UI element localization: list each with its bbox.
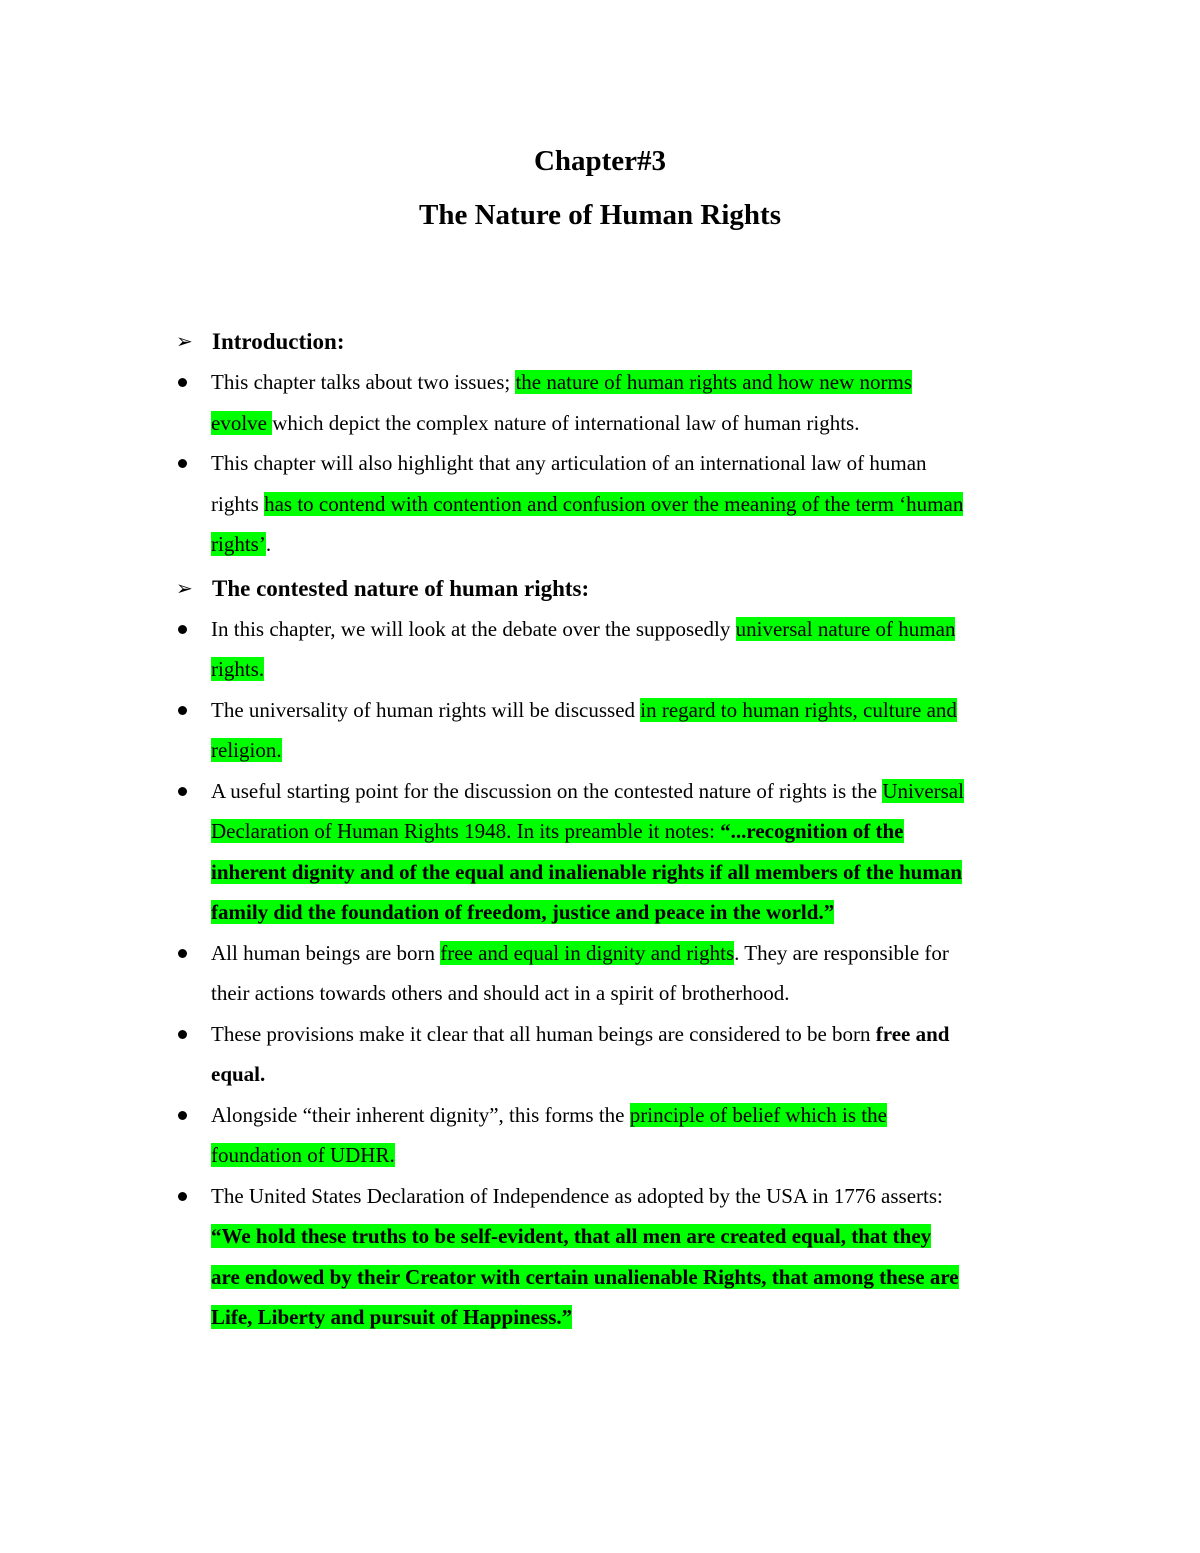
section-heading-text: Introduction: — [212, 329, 345, 354]
list-item-line — [0, 852, 1200, 893]
list-item-line: In this chapter, we will look at the debate over the supposedly universal nature of human — [211, 616, 956, 641]
bullet-dot-icon — [178, 378, 187, 387]
list-item-line: This chapter will also highlight that any articulation of an international law of human — [211, 451, 927, 475]
list-item — [0, 362, 1200, 443]
highlighted-text: in regard to human rights, culture and — [640, 697, 957, 722]
section-heading-introduction — [0, 322, 1200, 362]
list-item-line: All human beings are born free and equal in dignity and rights. They are responsible for — [211, 940, 949, 965]
list-item-line: This chapter talks about two issues; the nature of human rights and how new norms — [211, 370, 913, 394]
bullet-dot-icon — [178, 459, 187, 468]
bullet-dot-icon — [178, 1192, 187, 1201]
highlighted-text: free and equal in dignity and rights — [440, 940, 735, 965]
list-item-line: These provisions make it clear that all human beings are considered to be born free and — [211, 1021, 950, 1046]
bold-text: equal. — [211, 1062, 266, 1086]
highlighted-text: universal nature of human — [735, 616, 956, 641]
highlighted-bold-text: “We hold these truths to be self-evident, that all men are created equal, that they — [211, 1224, 932, 1248]
list-item-line — [0, 1216, 1200, 1257]
list-item-line: Alongside “their inherent dignity”, this forms the principle of belief which is the — [211, 1102, 887, 1127]
list-item-line: evolve which depict the complex nature of international law of human rights. — [211, 410, 860, 435]
list-item-line — [0, 649, 1200, 690]
highlighted-text: the nature of human rights and how new norms — [515, 370, 913, 394]
arrow-marker-icon: ➢ — [176, 331, 193, 353]
bullet-dot-icon — [178, 1030, 187, 1039]
bullet-dot-icon — [178, 787, 187, 796]
list-item — [0, 1095, 1200, 1176]
highlighted-text: principle of belief which is the — [629, 1102, 887, 1127]
list-item — [0, 609, 1200, 690]
highlighted-text: rights. — [211, 657, 265, 681]
list-item — [0, 690, 1200, 771]
list-item-line — [0, 892, 1200, 933]
list-item-line: The universality of human rights will be discussed in regard to human rights, culture and — [211, 697, 957, 722]
section-heading-contested-nature — [0, 569, 1200, 609]
section-heading-text: The contested nature of human rights: — [212, 575, 590, 601]
highlighted-bold-text: Life, Liberty and pursuit of Happiness.” — [211, 1305, 573, 1329]
list-item-line: The United States Declaration of Independence as adopted by the USA in 1776 asserts: — [211, 1183, 943, 1208]
document-body — [0, 322, 1200, 1338]
list-item-line — [0, 1257, 1200, 1298]
highlighted-text: rights’ — [211, 532, 266, 556]
bullet-dot-icon — [178, 949, 187, 958]
highlighted-bold-text: “...recognition of the — [720, 819, 904, 843]
bullet-dot-icon — [178, 625, 187, 634]
highlighted-text: foundation of UDHR. — [211, 1143, 395, 1167]
bullet-dot-icon — [178, 706, 187, 715]
list-item-line — [0, 811, 1200, 852]
list-item-line: their actions towards others and should act in a spirit of brotherhood. — [211, 981, 790, 1005]
list-item-line — [0, 1054, 1200, 1095]
chapter-title: Chapter#3 — [533, 145, 667, 177]
bold-text: free and — [875, 1021, 950, 1046]
highlighted-bold-text: family did the foundation of freedom, justice and peace in the world.” — [211, 900, 835, 924]
highlighted-text: religion. — [211, 738, 282, 762]
list-item-line — [0, 1297, 1200, 1338]
highlighted-text: evolve — [211, 410, 273, 435]
bullet-dot-icon — [178, 1111, 187, 1120]
list-item-line: rights has to contend with contention and confusion over the meaning of the term ‘human — [211, 491, 964, 516]
list-item — [0, 1014, 1200, 1095]
list-item — [0, 771, 1200, 933]
list-item — [0, 933, 1200, 1014]
arrow-marker-icon: ➢ — [176, 577, 193, 600]
highlighted-bold-text: are endowed by their Creator with certain unalienable Rights, that among these are — [211, 1264, 959, 1289]
highlighted-text: Declaration of Human Rights 1948. In its preamble it notes: — [211, 819, 721, 843]
list-item-line — [0, 730, 1200, 771]
list-item-line: A useful starting point for the discussion on the contested nature of rights is the Universal — [211, 778, 964, 803]
highlighted-text: has to contend with contention and confusion over the meaning of the term ‘human — [264, 491, 964, 516]
highlighted-text: Universal — [882, 778, 964, 803]
list-item — [0, 1176, 1200, 1338]
chapter-subtitle: The Nature of Human Rights — [419, 199, 781, 231]
list-item — [0, 443, 1200, 565]
highlighted-bold-text: inherent dignity and of the equal and inalienable rights if all members of the human — [211, 859, 963, 884]
list-item-line: rights’. — [211, 532, 272, 556]
list-item-line — [0, 1135, 1200, 1176]
